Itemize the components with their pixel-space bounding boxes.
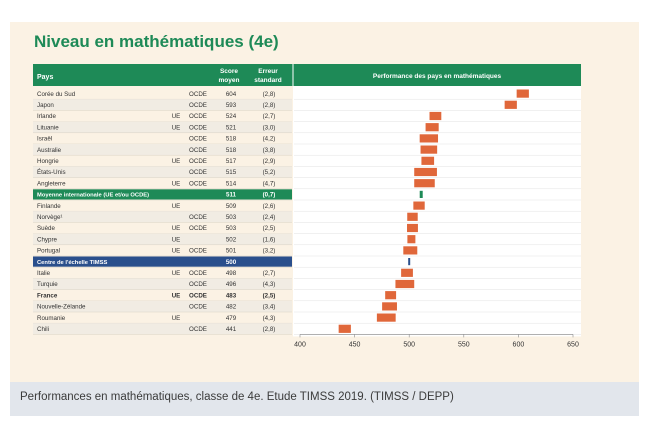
score-bar (430, 112, 442, 120)
error-value: (3,4) (262, 303, 276, 311)
score-bar (421, 146, 438, 154)
error-value: (4,3) (262, 281, 276, 289)
ocde-label: OCDE (189, 146, 207, 154)
score-bar (414, 168, 437, 176)
ocde-label: OCDE (189, 158, 207, 165)
header-score-line2: moyen (218, 77, 240, 84)
country-label: Hongrie (37, 158, 59, 165)
score-value: 517 (225, 158, 237, 165)
score-value: 593 (225, 102, 237, 109)
ocde-label: OCDE (189, 303, 207, 311)
score-value: 515 (225, 169, 237, 177)
score-value: 498 (225, 270, 237, 277)
x-tick-label: 450 (348, 341, 361, 349)
score-value: 503 (225, 225, 237, 233)
error-value: (2,5) (262, 225, 276, 233)
error-value: (4,3) (262, 314, 276, 322)
ocde-label: OCDE (189, 102, 207, 109)
country-label: Norvège¹ (37, 214, 63, 221)
x-tick-label: 600 (512, 341, 525, 349)
score-value: 604 (225, 90, 237, 98)
score-value: 441 (225, 326, 237, 333)
error-value: (2,8) (262, 90, 276, 98)
score-bar (385, 291, 396, 299)
ocde-label: OCDE (189, 281, 207, 289)
country-label: Angleterre (37, 180, 66, 188)
x-tick-label: 650 (567, 341, 579, 349)
ocde-label: OCDE (189, 214, 207, 221)
country-label: Corée du Sud (37, 90, 76, 98)
country-label: Moyenne internationale (UE et/ou OCDE) (37, 192, 150, 199)
row-stripe (33, 144, 292, 155)
header-error-line2: standard (254, 77, 282, 84)
error-value: (2,5) (262, 292, 276, 300)
country-label: Turquie (37, 281, 58, 289)
country-label: Irlande (37, 113, 56, 121)
header-performance: Performance des pays en mathématiques (372, 73, 502, 80)
error-value: (2,8) (262, 326, 276, 333)
error-value: (0,7) (262, 191, 276, 199)
average-marker (420, 191, 423, 198)
row-stripe (33, 323, 292, 334)
error-value: (2,7) (262, 270, 276, 277)
ocde-label: OCDE (189, 180, 207, 188)
error-value: (2,4) (262, 214, 276, 221)
row-stripe (33, 278, 292, 289)
error-value: (3,2) (262, 247, 276, 255)
score-value: 502 (225, 236, 237, 244)
ocde-label: OCDE (189, 247, 207, 255)
score-value: 521 (225, 124, 237, 132)
score-value: 514 (225, 180, 237, 188)
score-bar (407, 235, 415, 243)
score-bar (421, 157, 434, 165)
header-score-line1: Score (219, 68, 239, 75)
score-bar (382, 302, 397, 310)
error-value: (5,2) (262, 169, 276, 177)
ocde-label: OCDE (189, 225, 207, 233)
ue-label: UE (171, 314, 181, 322)
ue-label: UE (171, 225, 181, 233)
ue-label: UE (171, 180, 181, 188)
score-value: 482 (225, 303, 237, 311)
figure-caption: Performances en mathématiques, classe de 4e. Etude TIMSS 2019. (TIMSS / DEPP) (20, 391, 454, 403)
error-value: (4,2) (262, 135, 276, 143)
score-bar (414, 179, 435, 187)
country-label: Roumanie (37, 314, 66, 322)
ue-label: UE (171, 158, 181, 165)
score-bar (401, 269, 413, 277)
score-bar (426, 123, 439, 131)
ue-label: UE (171, 202, 181, 210)
country-label: Israël (37, 135, 53, 143)
country-label: France (37, 292, 58, 300)
row-stripe (33, 122, 292, 133)
score-value: 503 (225, 214, 237, 221)
score-bar (420, 134, 438, 142)
ocde-label: OCDE (189, 113, 207, 121)
header-error-line1: Erreur (258, 68, 278, 75)
row-stripe (33, 166, 292, 177)
country-label: Suède (37, 225, 55, 233)
country-label: Australie (37, 146, 62, 154)
row-stripe (33, 234, 292, 245)
x-tick-label: 550 (457, 341, 470, 349)
score-bar (403, 246, 417, 254)
country-label: Chili (37, 326, 50, 333)
ocde-label: OCDE (189, 326, 207, 333)
score-value: 500 (225, 258, 237, 266)
score-value: 524 (225, 113, 237, 121)
country-label: Portugal (37, 247, 61, 255)
score-bar (413, 202, 424, 210)
score-bar (377, 314, 396, 322)
error-value: (2,8) (262, 102, 276, 109)
caption-bar (10, 382, 639, 416)
score-value: 496 (225, 281, 237, 289)
error-value: (2,7) (262, 113, 276, 121)
ocde-label: OCDE (189, 292, 207, 300)
country-label: Nouvelle-Zélande (37, 303, 86, 311)
x-tick-label: 400 (294, 341, 306, 349)
error-value: (2,9) (262, 158, 276, 165)
ue-label: UE (171, 236, 181, 244)
score-bar (505, 101, 517, 109)
score-bar (395, 280, 414, 288)
ue-label: UE (171, 247, 181, 255)
score-value: 501 (225, 247, 237, 255)
country-label: Japon (37, 102, 54, 109)
ue-label: UE (171, 124, 181, 132)
score-value: 479 (225, 314, 237, 322)
country-label: Italie (37, 270, 51, 277)
country-label: Centre de l'échelle TIMSS (37, 259, 108, 266)
error-value: (3,8) (262, 146, 276, 154)
row-stripe (33, 99, 292, 110)
country-label: Chypre (37, 236, 57, 244)
error-value: (1,6) (262, 236, 276, 244)
x-tick-label: 500 (403, 341, 416, 349)
score-bar (339, 325, 351, 333)
error-value: (2,6) (262, 202, 276, 210)
country-label: Lituanie (37, 124, 59, 132)
score-value: 511 (226, 191, 236, 199)
score-bar (407, 224, 418, 232)
country-label: Finlande (37, 202, 61, 210)
score-value: 509 (225, 202, 237, 210)
error-value: (3,0) (262, 124, 276, 132)
ocde-label: OCDE (189, 270, 207, 277)
score-value: 483 (225, 292, 237, 300)
score-bar (517, 90, 529, 98)
country-label: États-Unis (37, 169, 66, 177)
score-value: 518 (225, 146, 237, 154)
centre-marker (408, 258, 410, 265)
score-bar (407, 213, 417, 221)
row-stripe (33, 211, 292, 222)
ocde-label: OCDE (189, 124, 207, 132)
page-title: Niveau en mathématiques (4e) (34, 32, 279, 51)
ue-label: UE (171, 113, 181, 121)
header-country: Pays (37, 74, 54, 81)
ocde-label: OCDE (189, 169, 207, 177)
ocde-label: OCDE (189, 135, 207, 143)
ue-label: UE (171, 270, 181, 277)
ocde-label: OCDE (189, 90, 207, 98)
error-value: (4,7) (262, 180, 276, 188)
score-value: 518 (225, 135, 237, 143)
ue-label: UE (171, 292, 181, 300)
